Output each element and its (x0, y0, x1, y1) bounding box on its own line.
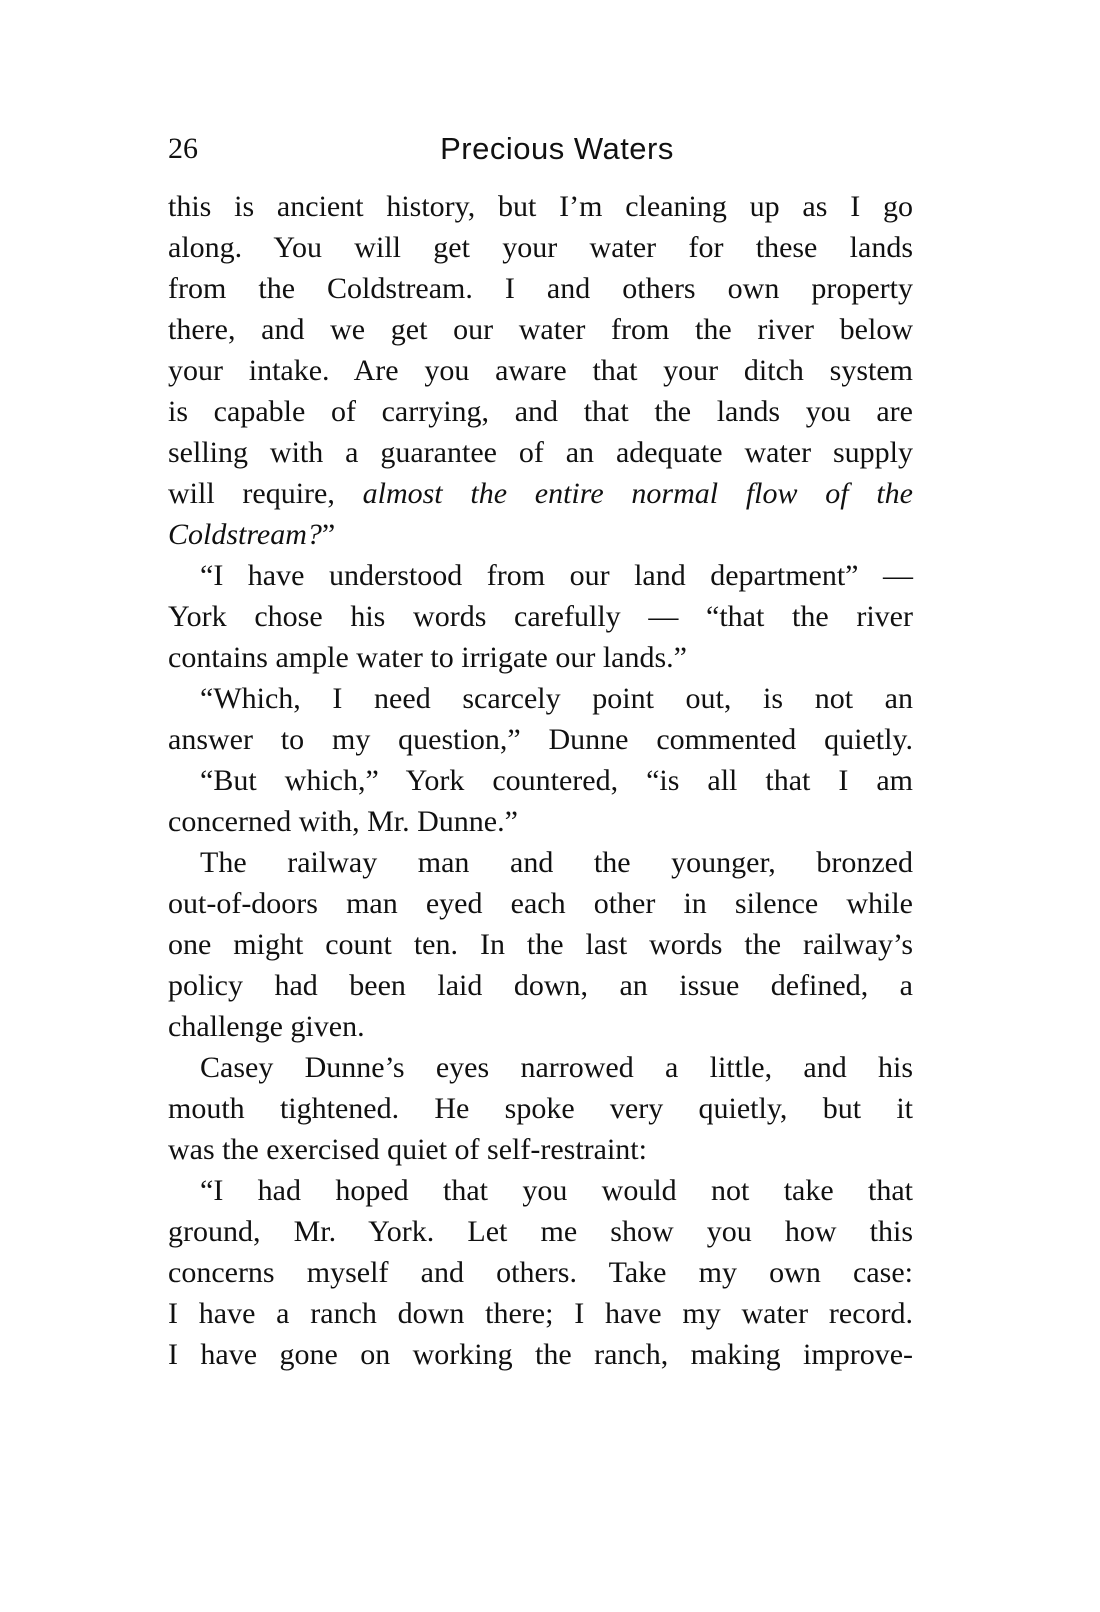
paragraph-start-line: The railway man and the younger, bronzed (200, 846, 913, 879)
text-line: along. You will get your water for these lands (168, 231, 913, 264)
paragraph-start-line: “I have understood from our land department” — (200, 559, 913, 592)
text-line: from the Coldstream. I and others own property (168, 272, 913, 305)
text-line: concerns myself and others. Take my own case: (168, 1256, 913, 1289)
text-line: I have a ranch down there; I have my water record. (168, 1297, 913, 1330)
page-number: 26 (168, 132, 198, 165)
text-line: contains ample water to irrigate our lands.” (168, 641, 687, 674)
running-title: Precious Waters (440, 131, 674, 166)
text-line: was the exercised quiet of self-restraint: (168, 1133, 647, 1166)
paragraph-start-line: “But which,” York countered, “is all that I am (200, 764, 913, 797)
text-span: ” (321, 518, 336, 551)
text-line: selling with a guarantee of an adequate water supply (168, 436, 913, 469)
paragraph-start-line: Casey Dunne’s eyes narrowed a little, and his (200, 1051, 913, 1084)
italic-text: almost the entire normal flow of the (362, 477, 913, 510)
text-line: concerned with, Mr. Dunne.” (168, 805, 518, 838)
text-line: I have gone on working the ranch, making improve- (168, 1338, 913, 1371)
text-line (168, 473, 913, 514)
text-line: mouth tightened. He spoke very quietly, but it (168, 1092, 913, 1125)
page-header (168, 127, 916, 171)
text-line: York chose his words carefully — “that the river (168, 600, 913, 633)
text-line: policy had been laid down, an issue defined, a (168, 969, 913, 1002)
text-line (168, 514, 913, 555)
paragraph-start-line: “I had hoped that you would not take that (200, 1174, 913, 1207)
text-span: will require, (168, 477, 363, 510)
paragraph-start-line: “Which, I need scarcely point out, is not an (200, 682, 913, 715)
text-line: out-of-doors man eyed each other in silence while (168, 887, 913, 920)
text-line: there, and we get our water from the river below (168, 313, 913, 346)
text-line: one might count ten. In the last words the railway’s (168, 928, 913, 961)
italic-text: Coldstream? (168, 518, 322, 551)
text-line: ground, Mr. York. Let me show you how this (168, 1215, 913, 1248)
text-line: is capable of carrying, and that the lands you are (168, 395, 913, 428)
text-line: answer to my question,” Dunne commented quietly. (168, 723, 913, 756)
body-text (168, 186, 913, 1375)
text-line: your intake. Are you aware that your ditch system (168, 354, 913, 387)
text-line: this is ancient history, but I’m cleaning up as I go (168, 190, 913, 223)
text-line: challenge given. (168, 1010, 365, 1043)
